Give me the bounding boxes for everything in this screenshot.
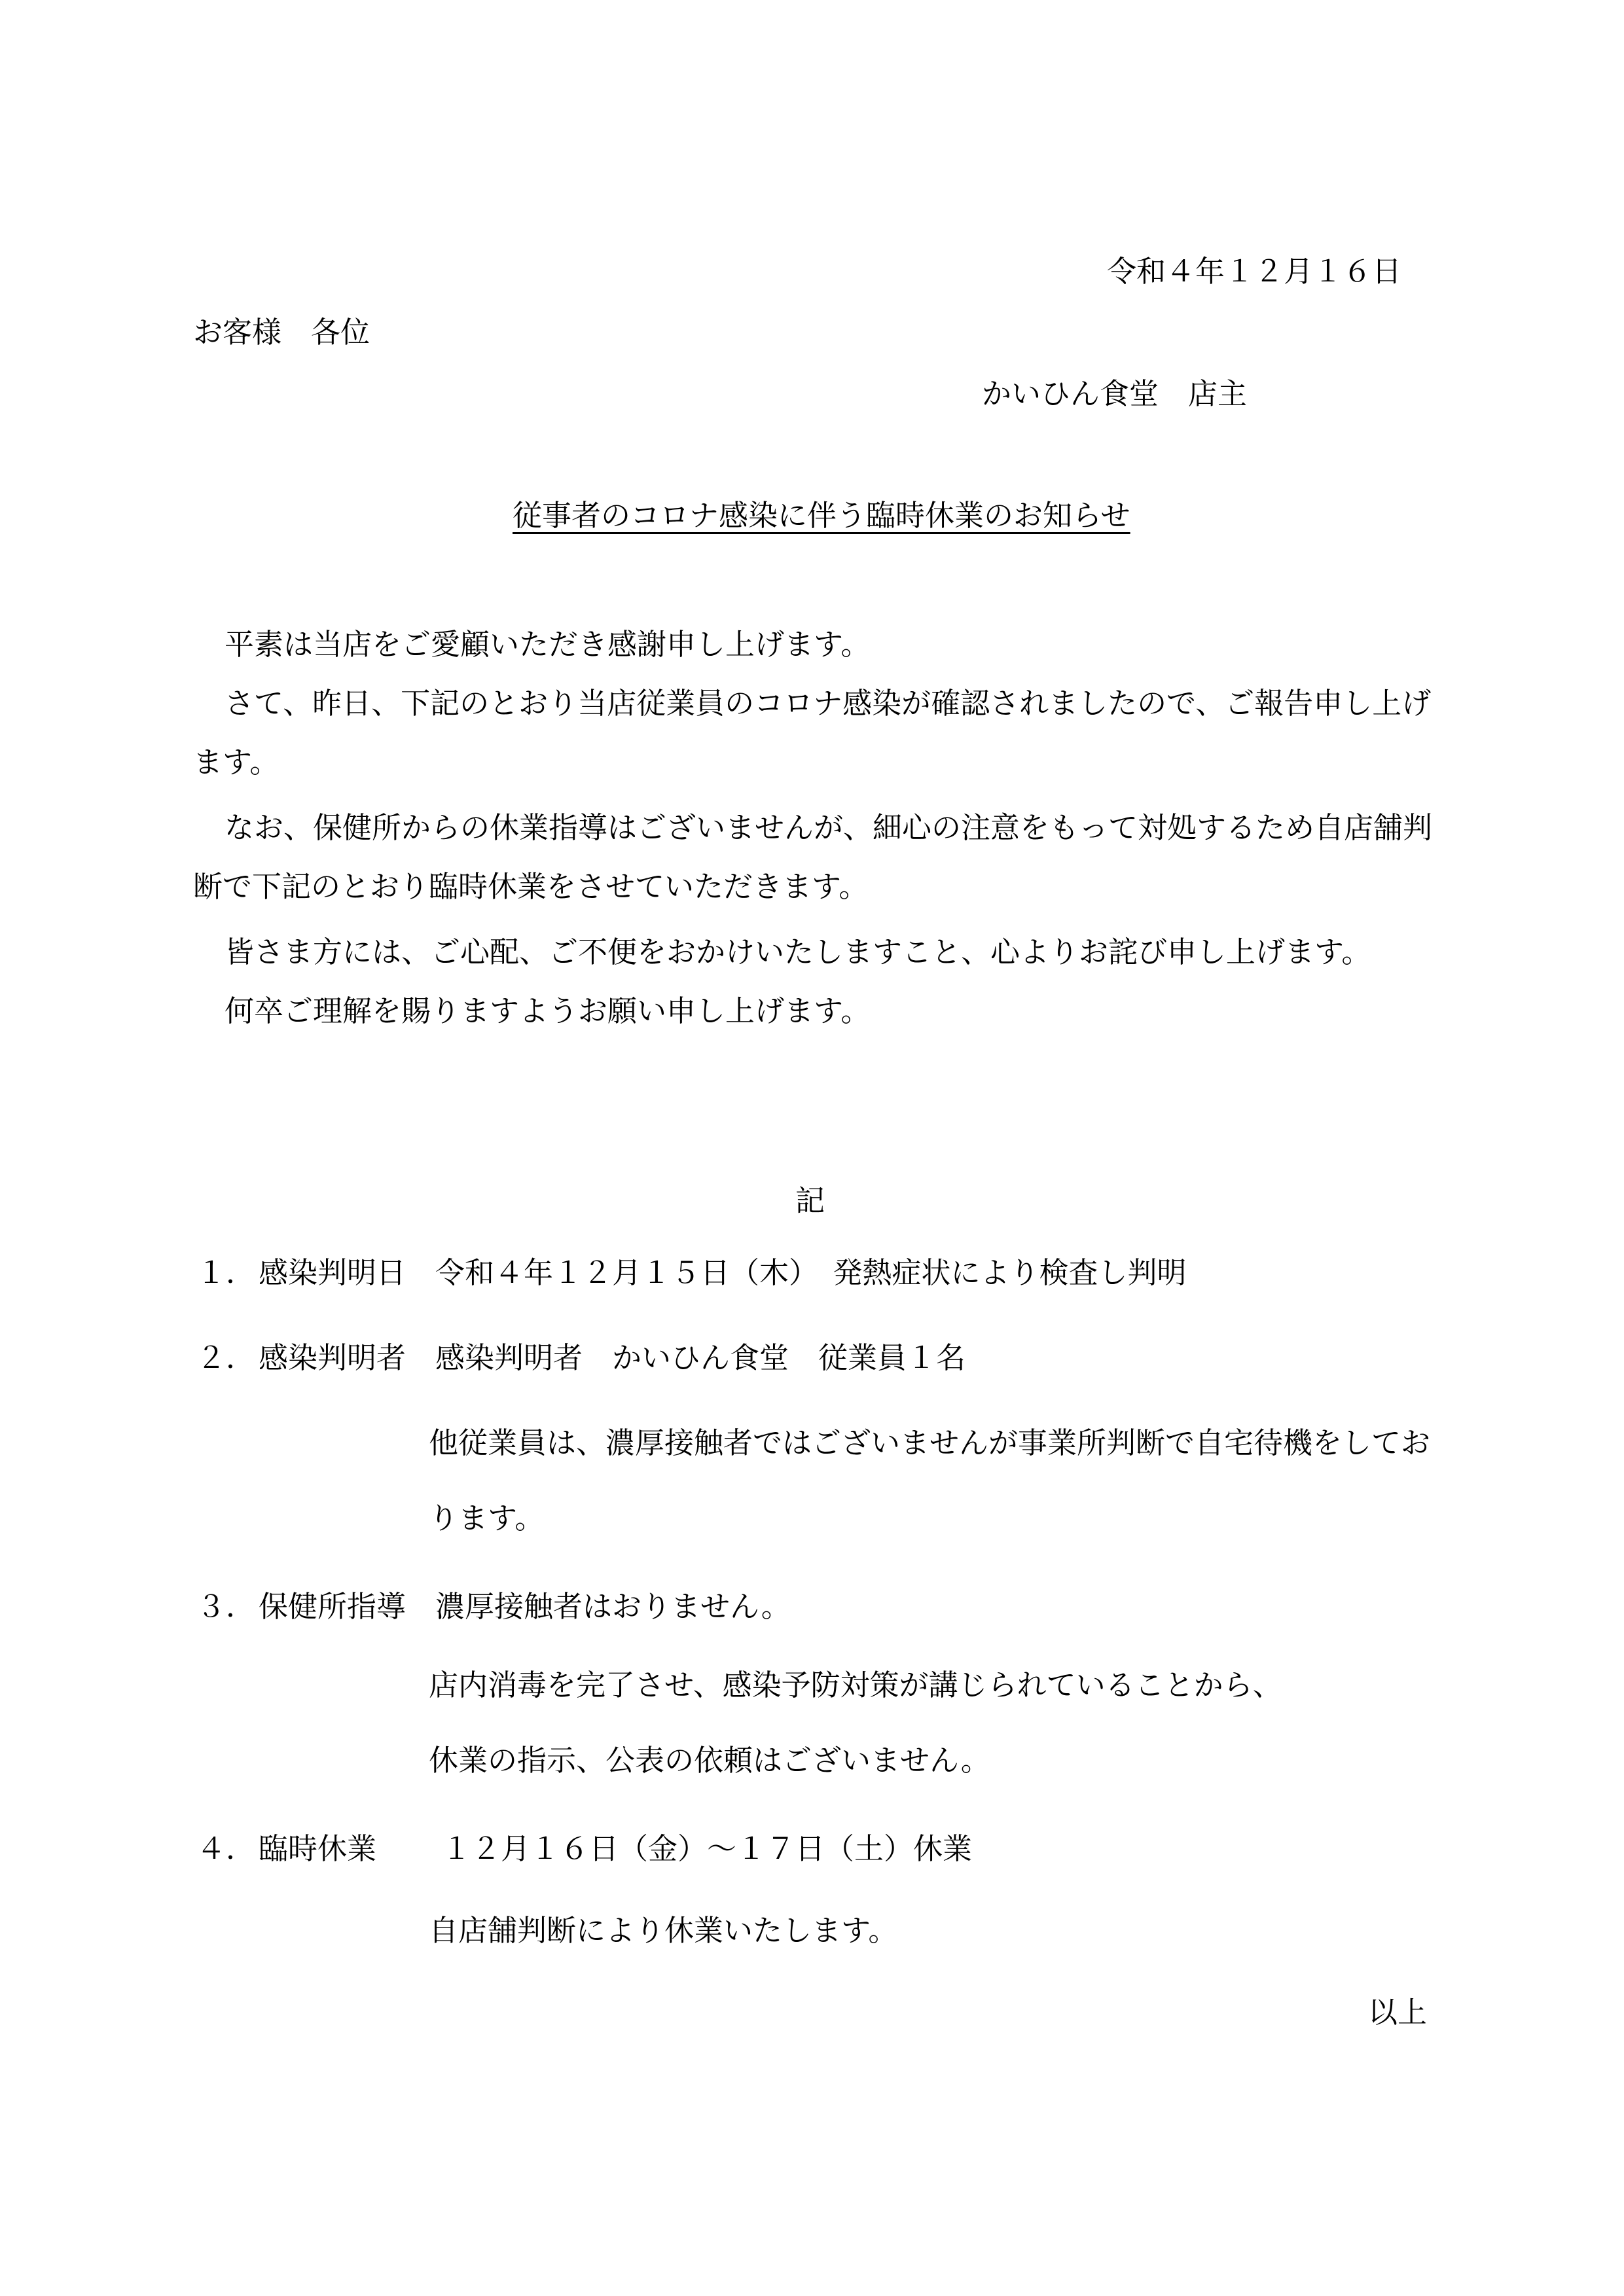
item-number: ３． [196,1589,256,1624]
list-item [0,1587,1624,1626]
item-number: ４． [196,1831,256,1866]
body-line: ます。 [193,745,280,780]
item-value: １２月１６日（金）～１７日（土）休業 [442,1831,973,1866]
body-line: 平素は当店をご愛顧いただき感謝申し上げます。 [225,627,871,662]
item-value: 濃厚接触者はおりません。 [435,1589,791,1624]
item-label: 感染判明日 [259,1255,406,1290]
item-detail: 休業の指示、公表の依頼はございません。 [429,1743,990,1778]
list-item [0,1338,1624,1378]
document-date: 令和４年１２月１６日 [1106,254,1401,289]
addressee: お客様 各位 [193,315,370,350]
item-number: ２． [196,1340,256,1375]
item-value: 感染判明者 かいひん食堂 従業員１名 [435,1340,966,1375]
item-detail: 自店舗判断により休業いたします。 [429,1913,898,1948]
body-line: 皆さま方には、ご心配、ご不便をおかけいたしますこと、心よりお詫び申し上げます。 [225,935,1371,969]
body-line: 断で下記のとおり臨時休業をさせていただきます。 [193,869,869,904]
body-line: 何卒ご理解を賜りますようお願い申し上げます。 [225,994,871,1028]
list-item [0,1829,1624,1869]
item-label: 感染判明者 [259,1340,406,1375]
document-title: 従事者のコロナ感染に伴う臨時休業のお知らせ [513,498,1130,533]
item-detail: 他従業員は、濃厚接触者ではございませんが事業所判断で自宅待機をしてお [429,1426,1431,1460]
body-line: さて、昨日、下記のとおり当店従業員のコロナ感染が確認されましたので、ご報告申し上げ [225,686,1432,721]
item-value: 令和４年１２月１５日（木） 発熱症状により検査し判明 [435,1255,1187,1290]
list-item [0,1253,1624,1293]
body-line: なお、保健所からの休業指導はございませんが、細心の注意をもって対処するため自店舗判 [225,810,1433,845]
item-label: 臨時休業 [259,1831,377,1866]
closing-mark: 以上 [1368,1995,1428,2030]
item-detail: ります。 [429,1501,545,1535]
item-label: 保健所指導 [259,1589,406,1624]
ki-heading: 記 [795,1183,825,1218]
sender: かいひん食堂 店主 [982,376,1248,411]
item-number: １． [196,1255,256,1290]
item-detail: 店内消毒を完了させ、感染予防対策が講じられていることから、 [429,1668,1282,1702]
